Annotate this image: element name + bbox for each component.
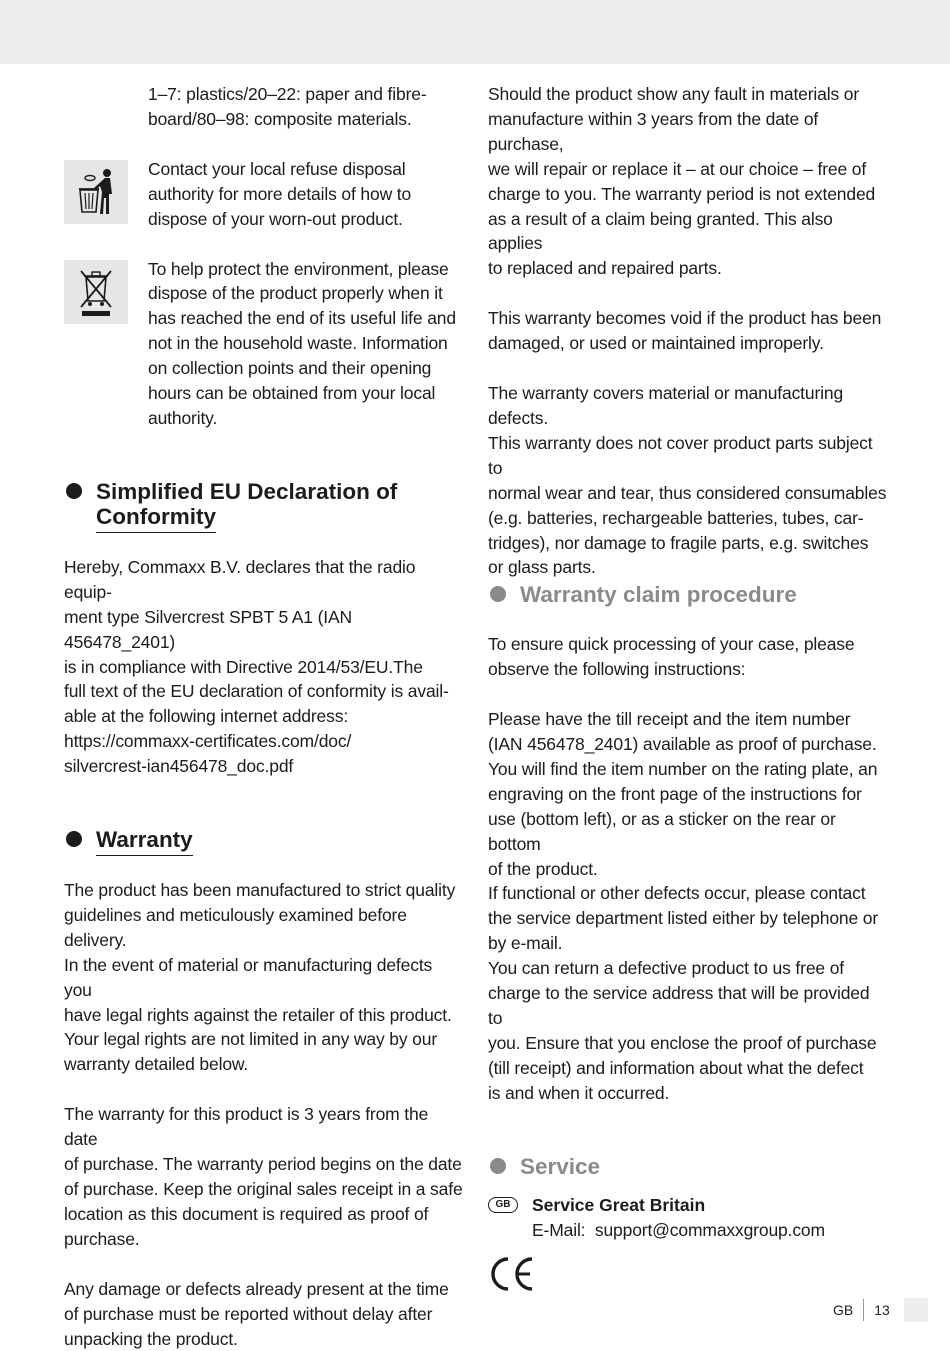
heading-bullet — [66, 483, 82, 499]
weee-text: To help protect the environment, please dispose of the product properly when it has reached the end of its useful life and not in the household waste. Information on collection points and their opening hours can be obtained from your local authority. — [148, 258, 456, 428]
right-column — [488, 82, 888, 1292]
service-title: Service Great Britain — [532, 1194, 706, 1215]
refuse-disposal-block — [64, 157, 464, 232]
warranty-paragraph-2: The warranty for this product is 3 years from the date of purchase. The warranty period begins on the date of purchase. Keep the original sales receipt in a safe location as this document is required as proof of purchase. — [64, 1104, 463, 1249]
warranty-paragraph-1: The product has been manufactured to strict quality guidelines and meticulously examined before delivery. In the event of material or manufacturing defects you have legal rights against the retailer of this product. Your legal rights are not limited in any way by our warranty detailed below. — [64, 880, 456, 1075]
footer-language: GB — [833, 1302, 854, 1318]
warranty-void-text: This warranty becomes void if the product has been damaged, or used or maintained improperly. — [488, 308, 882, 354]
warranty-repair-text: Should the product show any fault in materials or manufacture within 3 years from the date of purchase, we will repair or replace it – at our choice – free of charge to you. The warranty period is not extended as a result of a claim being granted. This also applies to replaced and repaired parts. — [488, 84, 876, 279]
service-heading: Service — [488, 1154, 888, 1179]
eu-declaration-text: Hereby, Commaxx B.V. declares that the radio equip- ment type Silvercrest SPBT 5 A1 (IAN 456478_2401) is in compliance with Directive 2014/53/EU.The full text of the EU declaration of conformity is avail- able at the following internet address: https://commaxx-certificates.com/doc/ silvercrest-ian456478_doc.pdf — [64, 556, 449, 777]
footer-tab-box — [904, 1298, 928, 1322]
heading-bullet — [66, 831, 82, 847]
header-bar — [0, 0, 950, 64]
service-contact-details — [532, 1193, 825, 1243]
email-label: E-Mail: — [532, 1219, 586, 1240]
eu-declaration-heading: Simplified EU Declaration of Conformity — [64, 479, 464, 533]
bin-disposal-icon — [64, 160, 128, 224]
email-address[interactable]: support@commaxxgroup.com — [594, 1219, 825, 1240]
page-number: 13 — [874, 1302, 890, 1318]
claim-instructions-text: Please have the till receipt and the item number (IAN 456478_2401) available as proof of purchase. You will find the item number on the rating plate, an engraving on the front page of the instructions for use (bottom left), or as a sticker on the rear or bottom of the product. If functional or other defects occur, please contact the service department listed either by telephone or by e-mail. You can return a defective product to us free of charge to the service address that will be provided to you. Ensure that you enclose the proof of purchase (till receipt) and information about what the defect is and when it occurred. — [488, 709, 879, 1103]
heading-bullet — [490, 1158, 506, 1174]
claim-intro-text: To ensure quick processing of your case, please observe the following instructions: — [488, 634, 855, 680]
left-column — [64, 82, 464, 1351]
service-contact-block — [488, 1193, 888, 1243]
warranty-claim-heading: Warranty claim procedure — [488, 582, 888, 607]
ce-mark-icon — [488, 1256, 536, 1292]
warranty-heading: Warranty — [64, 827, 464, 856]
warranty-paragraph-3: Any damage or defects already present at the time of purchase must be reported without delay after unpacking the product. — [64, 1278, 449, 1349]
country-badge: GB — [488, 1197, 518, 1213]
refuse-disposal-text: Contact your local refuse disposal authority for more details of how to dispose of your worn-out product. — [148, 158, 412, 229]
recycling-codes-text: 1–7: plastics/20–22: paper and fibre- board/80–98: composite materials. — [148, 84, 427, 129]
footer-divider — [863, 1299, 864, 1321]
heading-bullet — [490, 586, 506, 602]
weee-block — [64, 257, 464, 431]
page-footer — [833, 1298, 928, 1322]
crossed-bin-icon — [64, 260, 128, 324]
warranty-coverage-text: The warranty covers material or manufacturing defects. This warranty does not cover product parts subject to normal wear and tear, thus considered consumables (e.g. batteries, rechargeable batteries, tubes, car- tridges), nor damage to fragile parts, e.g. switches or glass parts. — [488, 383, 887, 578]
service-email-line — [532, 1218, 825, 1243]
